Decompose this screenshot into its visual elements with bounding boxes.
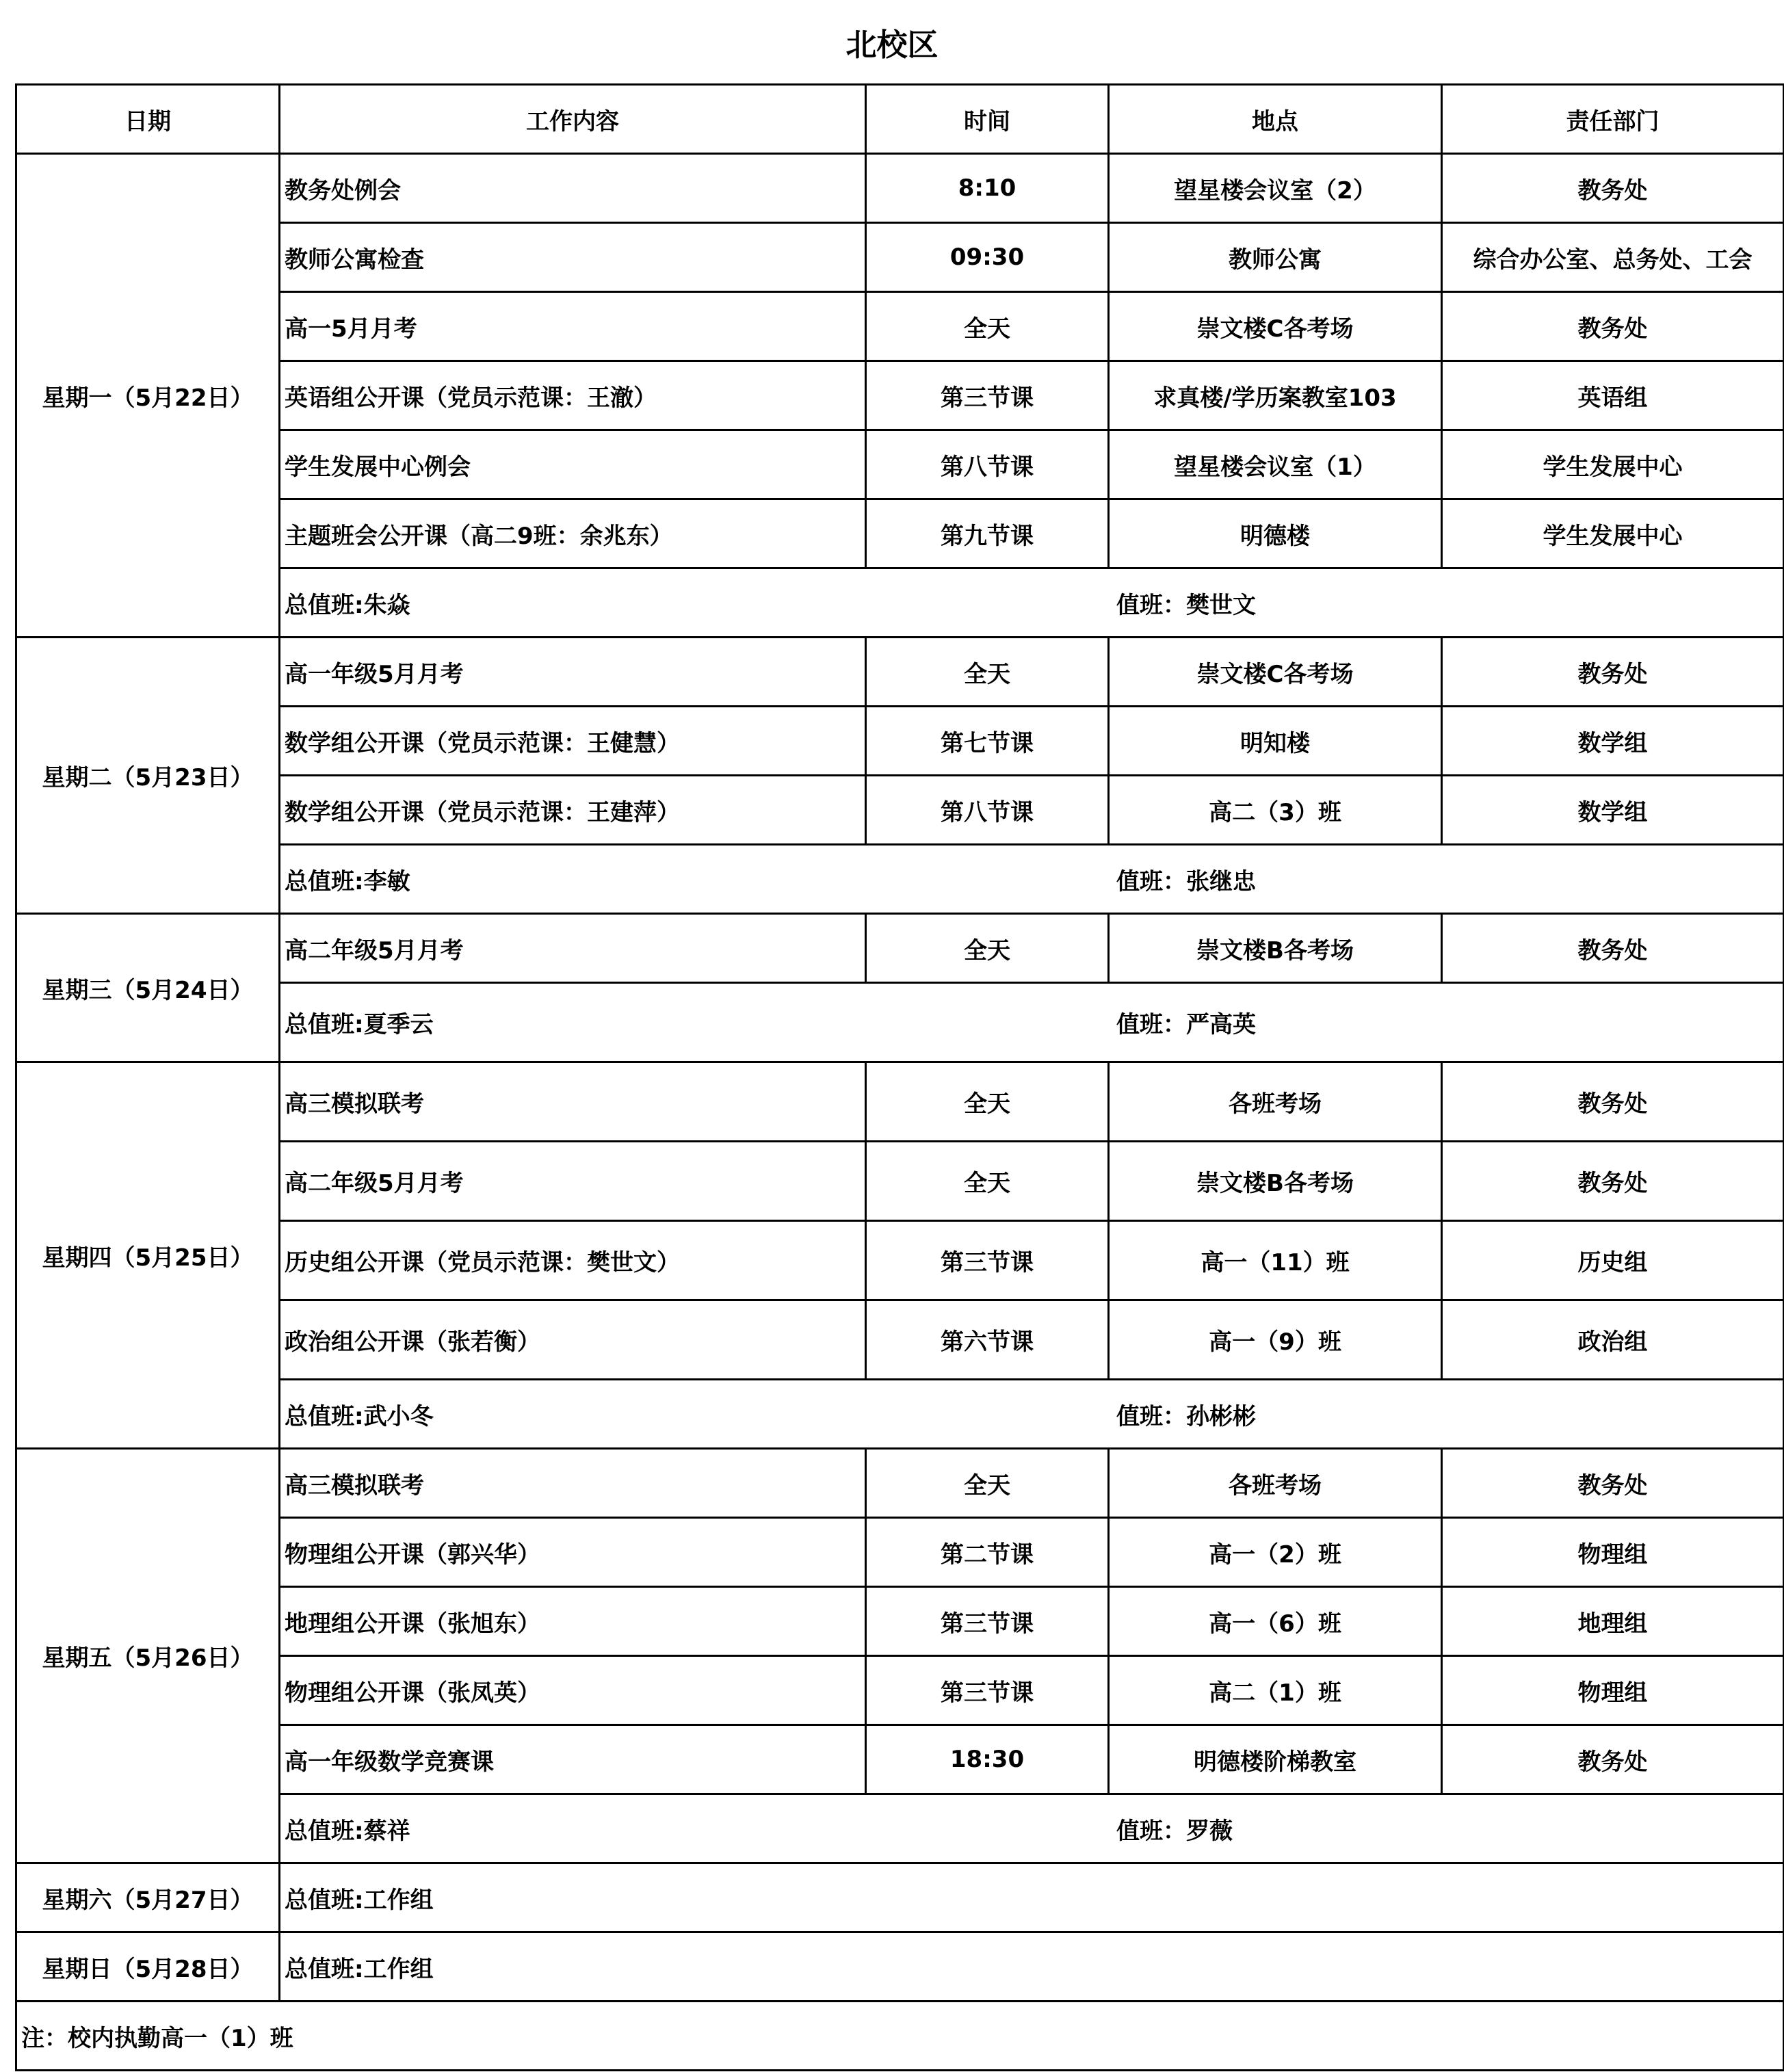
schedule-table bbox=[15, 83, 1784, 2071]
item-place-cell: 高一（11）班 bbox=[1109, 1221, 1442, 1300]
item-time-cell: 第八节课 bbox=[866, 430, 1109, 499]
header-content: 工作内容 bbox=[280, 85, 866, 154]
day-date-cell: 星期日（5月28日） bbox=[16, 1932, 280, 2002]
duty-cell bbox=[280, 1794, 1784, 1863]
table-row bbox=[16, 638, 1784, 707]
item-time-cell: 8:10 bbox=[866, 154, 1109, 223]
item-time-cell: 第三节课 bbox=[866, 1656, 1109, 1725]
duty-cell bbox=[280, 1380, 1784, 1449]
day-date-cell: 星期一（5月22日） bbox=[16, 154, 280, 638]
item-content-cell: 高二年级5月月考 bbox=[280, 914, 866, 983]
item-time-cell: 第二节课 bbox=[866, 1518, 1109, 1587]
duty-staff-label: 值班：严高英 bbox=[1116, 1011, 1256, 1038]
duty-cell bbox=[280, 845, 1784, 914]
duty-chief-label: 总值班:工作组 bbox=[285, 1955, 434, 1983]
table-row bbox=[16, 223, 1784, 292]
header-place: 地点 bbox=[1109, 85, 1442, 154]
duty-chief-label: 总值班:夏季云 bbox=[285, 1011, 434, 1038]
item-dept-cell: 教务处 bbox=[1442, 1449, 1784, 1518]
item-place-cell: 求真楼/学历案教室103 bbox=[1109, 361, 1442, 430]
item-content-cell: 物理组公开课（张凤英） bbox=[280, 1656, 866, 1725]
item-time-cell: 全天 bbox=[866, 914, 1109, 983]
item-dept-cell: 教务处 bbox=[1442, 638, 1784, 707]
table-row bbox=[16, 1062, 1784, 1142]
duty-staff-label: 值班：罗薇 bbox=[1116, 1817, 1233, 1845]
item-dept-cell: 教务处 bbox=[1442, 914, 1784, 983]
item-time-cell: 全天 bbox=[866, 638, 1109, 707]
header-date: 日期 bbox=[16, 85, 280, 154]
item-dept-cell: 综合办公室、总务处、工会 bbox=[1442, 223, 1784, 292]
item-place-cell: 望星楼会议室（1） bbox=[1109, 430, 1442, 499]
item-content-cell: 教师公寓检查 bbox=[280, 223, 866, 292]
item-place-cell: 教师公寓 bbox=[1109, 223, 1442, 292]
item-time-cell: 第七节课 bbox=[866, 707, 1109, 776]
item-place-cell: 高一（6）班 bbox=[1109, 1587, 1442, 1656]
item-content-cell: 教务处例会 bbox=[280, 154, 866, 223]
duty-row bbox=[16, 1863, 1784, 1932]
item-time-cell: 18:30 bbox=[866, 1725, 1109, 1794]
item-dept-cell: 数学组 bbox=[1442, 776, 1784, 845]
item-place-cell: 明知楼 bbox=[1109, 707, 1442, 776]
item-time-cell: 第八节课 bbox=[866, 776, 1109, 845]
duty-wrap bbox=[285, 586, 1779, 620]
item-time-cell: 全天 bbox=[866, 1062, 1109, 1142]
duty-chief-label: 总值班:工作组 bbox=[285, 1886, 434, 1914]
duty-row bbox=[16, 1794, 1784, 1863]
item-content-cell: 学生发展中心例会 bbox=[280, 430, 866, 499]
duty-chief-label: 总值班:武小冬 bbox=[285, 1402, 434, 1430]
item-content-cell: 数学组公开课（党员示范课：王健慧） bbox=[280, 707, 866, 776]
item-place-cell: 崇文楼B各考场 bbox=[1109, 1142, 1442, 1221]
item-time-cell: 全天 bbox=[866, 1449, 1109, 1518]
item-content-cell: 地理组公开课（张旭东） bbox=[280, 1587, 866, 1656]
header-row bbox=[16, 85, 1784, 154]
day-date-cell: 星期四（5月25日） bbox=[16, 1062, 280, 1449]
item-dept-cell: 教务处 bbox=[1442, 1142, 1784, 1221]
duty-row bbox=[16, 568, 1784, 638]
table-row bbox=[16, 1300, 1784, 1380]
duty-wrap bbox=[285, 1398, 1779, 1431]
item-dept-cell: 教务处 bbox=[1442, 292, 1784, 361]
header-dept: 责任部门 bbox=[1442, 85, 1784, 154]
item-dept-cell: 物理组 bbox=[1442, 1656, 1784, 1725]
duty-cell bbox=[280, 568, 1784, 638]
table-row bbox=[16, 499, 1784, 568]
duty-wrap bbox=[285, 1812, 1779, 1846]
item-time-cell: 全天 bbox=[866, 292, 1109, 361]
table-row bbox=[16, 361, 1784, 430]
duty-row bbox=[16, 983, 1784, 1062]
item-content-cell: 英语组公开课（党员示范课：王澈） bbox=[280, 361, 866, 430]
item-time-cell: 09:30 bbox=[866, 223, 1109, 292]
item-time-cell: 第三节课 bbox=[866, 1221, 1109, 1300]
duty-row bbox=[16, 1932, 1784, 2002]
item-place-cell: 各班考场 bbox=[1109, 1449, 1442, 1518]
table-row bbox=[16, 1725, 1784, 1794]
item-content-cell: 高二年级5月月考 bbox=[280, 1142, 866, 1221]
item-content-cell: 历史组公开课（党员示范课：樊世文） bbox=[280, 1221, 866, 1300]
header-time: 时间 bbox=[866, 85, 1109, 154]
duty-cell bbox=[280, 983, 1784, 1062]
item-place-cell: 望星楼会议室（2） bbox=[1109, 154, 1442, 223]
schedule-body bbox=[16, 154, 1784, 2071]
note-cell: 注：校内执勤高一（1）班 bbox=[16, 2002, 1784, 2071]
item-content-cell: 政治组公开课（张若衡） bbox=[280, 1300, 866, 1380]
item-dept-cell: 地理组 bbox=[1442, 1587, 1784, 1656]
item-content-cell: 高一年级数学竞赛课 bbox=[280, 1725, 866, 1794]
table-row bbox=[16, 776, 1784, 845]
item-dept-cell: 学生发展中心 bbox=[1442, 499, 1784, 568]
duty-wrap bbox=[285, 863, 1779, 896]
table-row bbox=[16, 1449, 1784, 1518]
table-row bbox=[16, 1518, 1784, 1587]
table-row bbox=[16, 154, 1784, 223]
duty-staff-label: 值班：樊世文 bbox=[1116, 591, 1256, 619]
note-row bbox=[16, 2002, 1784, 2071]
duty-row bbox=[16, 1380, 1784, 1449]
duty-staff-label: 值班：张继忠 bbox=[1116, 867, 1256, 895]
duty-chief-label: 总值班:朱焱 bbox=[285, 591, 410, 619]
duty-cell bbox=[280, 1932, 1784, 2002]
item-dept-cell: 政治组 bbox=[1442, 1300, 1784, 1380]
item-dept-cell: 教务处 bbox=[1442, 154, 1784, 223]
table-row bbox=[16, 430, 1784, 499]
table-row bbox=[16, 1142, 1784, 1221]
item-content-cell: 主题班会公开课（高二9班：余兆东） bbox=[280, 499, 866, 568]
item-content-cell: 高一年级5月月考 bbox=[280, 638, 866, 707]
item-place-cell: 崇文楼C各考场 bbox=[1109, 638, 1442, 707]
item-dept-cell: 学生发展中心 bbox=[1442, 430, 1784, 499]
item-place-cell: 明德楼阶梯教室 bbox=[1109, 1725, 1442, 1794]
item-dept-cell: 教务处 bbox=[1442, 1725, 1784, 1794]
item-time-cell: 第三节课 bbox=[866, 1587, 1109, 1656]
duty-row bbox=[16, 845, 1784, 914]
item-content-cell: 高三模拟联考 bbox=[280, 1449, 866, 1518]
item-content-cell: 高三模拟联考 bbox=[280, 1062, 866, 1142]
item-place-cell: 明德楼 bbox=[1109, 499, 1442, 568]
day-date-cell: 星期六（5月27日） bbox=[16, 1863, 280, 1932]
day-date-cell: 星期五（5月26日） bbox=[16, 1449, 280, 1863]
table-row bbox=[16, 914, 1784, 983]
day-date-cell: 星期三（5月24日） bbox=[16, 914, 280, 1062]
item-place-cell: 高一（9）班 bbox=[1109, 1300, 1442, 1380]
item-content-cell: 物理组公开课（郭兴华） bbox=[280, 1518, 866, 1587]
item-content-cell: 高一5月月考 bbox=[280, 292, 866, 361]
item-dept-cell: 历史组 bbox=[1442, 1221, 1784, 1300]
item-time-cell: 第九节课 bbox=[866, 499, 1109, 568]
item-place-cell: 高一（2）班 bbox=[1109, 1518, 1442, 1587]
duty-chief-label: 总值班:蔡祥 bbox=[285, 1817, 410, 1845]
item-dept-cell: 英语组 bbox=[1442, 361, 1784, 430]
item-place-cell: 高二（3）班 bbox=[1109, 776, 1442, 845]
table-row bbox=[16, 1587, 1784, 1656]
duty-chief-label: 总值班:李敏 bbox=[285, 867, 410, 895]
table-row bbox=[16, 707, 1784, 776]
duty-staff-label: 值班：孙彬彬 bbox=[1116, 1402, 1256, 1430]
table-row bbox=[16, 292, 1784, 361]
duty-wrap bbox=[285, 1950, 1779, 1984]
item-place-cell: 高二（1）班 bbox=[1109, 1656, 1442, 1725]
item-place-cell: 崇文楼B各考场 bbox=[1109, 914, 1442, 983]
item-time-cell: 全天 bbox=[866, 1142, 1109, 1221]
item-dept-cell: 数学组 bbox=[1442, 707, 1784, 776]
item-content-cell: 数学组公开课（党员示范课：王建萍） bbox=[280, 776, 866, 845]
item-time-cell: 第三节课 bbox=[866, 361, 1109, 430]
item-dept-cell: 物理组 bbox=[1442, 1518, 1784, 1587]
item-place-cell: 各班考场 bbox=[1109, 1062, 1442, 1142]
table-row bbox=[16, 1656, 1784, 1725]
item-place-cell: 崇文楼C各考场 bbox=[1109, 292, 1442, 361]
table-row bbox=[16, 1221, 1784, 1300]
duty-wrap bbox=[285, 1006, 1779, 1039]
day-date-cell: 星期二（5月23日） bbox=[16, 638, 280, 914]
duty-cell bbox=[280, 1863, 1784, 1932]
item-time-cell: 第六节课 bbox=[866, 1300, 1109, 1380]
page-title: 北校区 bbox=[845, 26, 939, 63]
duty-wrap bbox=[285, 1881, 1779, 1915]
item-dept-cell: 教务处 bbox=[1442, 1062, 1784, 1142]
